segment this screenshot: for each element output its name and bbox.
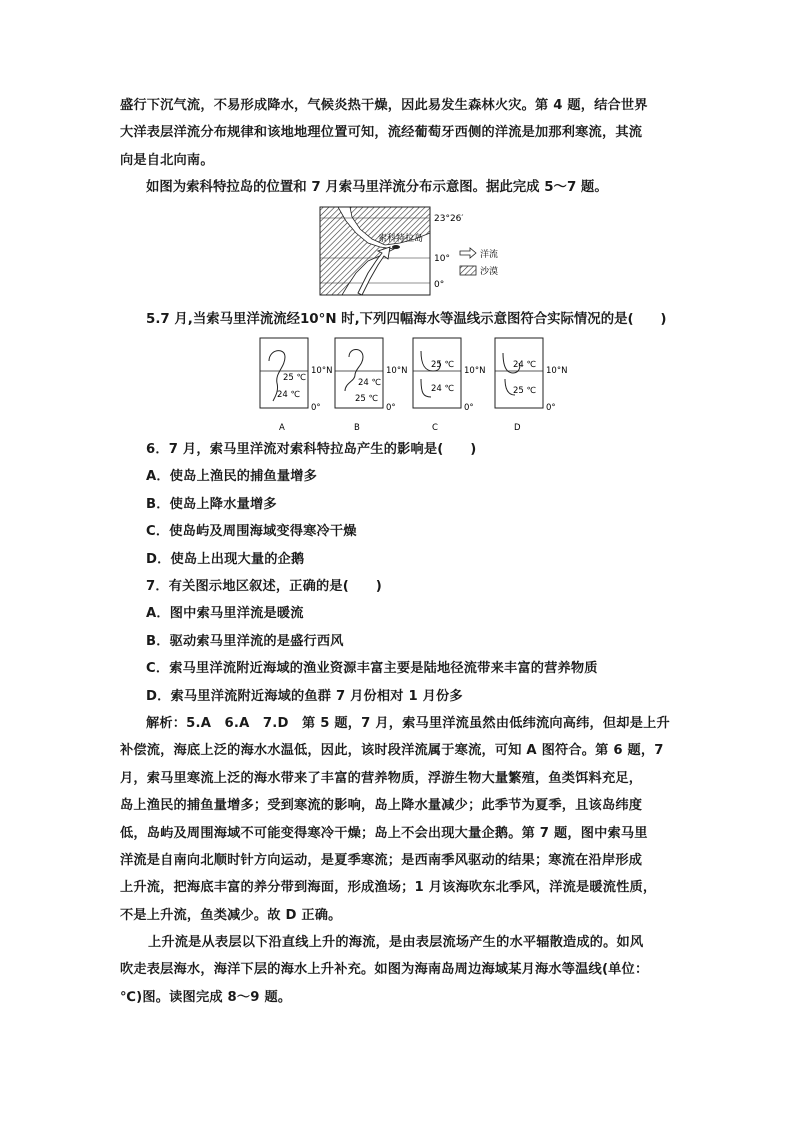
svg-text:A: A [279,423,285,433]
analysis-line: 补偿流，海底上泛的海水水温低，因此，该时段洋流属于寒流，可知 A 图符合。第 6 题，7 [120,743,664,759]
q6-option-a: A．使岛上渔民的捕鱼量增多 [146,469,318,485]
svg-text:24 ℃: 24 ℃ [431,384,455,394]
q7-stem: 7．有关图示地区叙述，正确的是( ) [146,579,383,594]
socotra-island [392,245,400,249]
option-b-diagram [335,338,407,433]
svg-text:10°N: 10°N [311,366,333,376]
svg-text:10°N: 10°N [386,366,408,376]
svg-text:25 ℃: 25 ℃ [355,394,379,404]
analysis-line: 低，岛屿及周围海域不可能变得寒冷干燥；岛上不会出现大量企鹅。第 7 题，图中索马里 [120,825,648,841]
svg-text:0°: 0° [464,403,474,413]
q5-stem: 5.7 月,当索马里洋流流经10°N 时,下列四幅海水等温线示意图符合实际情况的是( ) [146,312,667,327]
somali-current-map [310,203,520,298]
lat-10-label: 10° [434,254,450,264]
island-label: 索科特拉岛 [378,234,424,244]
q6-stem: 6．7 月，索马里洋流对索科特拉岛产生的影响是( ) [146,442,477,457]
analysis-paragraph [120,710,685,929]
q7-option-a: A．图中索马里洋流是暖流 [146,606,304,622]
q7-block [146,573,711,710]
current-legend-icon [460,248,476,258]
option-c-diagram [413,338,485,433]
next-line: ℃)图。读图完成 8～9 题。 [120,989,292,1005]
q6-option-d: D．使岛上出现大量的企鹅 [146,551,305,567]
svg-text:0°: 0° [546,403,556,413]
lat-tropic-label: 23°26′ [434,214,464,224]
next-line: 吹走表层海水，海洋下层的海水上升补充。如图为海南岛周边海域某月海水等温线(单位： [120,962,649,978]
q5-diagrams [255,335,575,435]
next-paragraph [120,929,685,1011]
next-line: 上升流是从表层以下沿直线上升的海流，是由表层流场产生的水平辐散造成的。如风 [148,935,644,950]
analysis-line: 月，索马里寒流上泛的海水带来了丰富的营养物质，浮游生物大量繁殖，鱼类饵料充足， [120,770,643,786]
svg-text:24 ℃: 24 ℃ [277,390,301,400]
q6-block [146,436,711,573]
current-legend-label: 洋流 [480,250,499,260]
svg-text:24 ℃: 24 ℃ [358,378,382,388]
svg-text:B: B [354,423,360,433]
svg-text:C: C [432,423,438,433]
q7-option-d: D．索马里洋流附近海域的鱼群 7 月份相对 1 月份多 [146,688,463,704]
option-d-diagram [495,338,567,433]
svg-text:D: D [514,423,521,433]
option-a-diagram [260,338,332,433]
q7-option-b: B．驱动索马里洋流的是盛行西风 [146,633,344,649]
svg-text:0°: 0° [386,403,396,413]
intro-line: 向是自北向南。 [120,152,214,168]
desert-legend-icon [460,266,476,275]
svg-text:25 ℃: 25 ℃ [431,360,455,370]
analysis-line: 洋流是自南向北顺时针方向运动，是夏季寒流；是西南季风驱动的结果；寒流在沿岸形成 [120,853,643,869]
svg-text:24 ℃: 24 ℃ [513,360,537,370]
q6-option-c: C．使岛屿及周围海域变得寒冷干燥 [146,524,357,540]
svg-text:10°N: 10°N [464,366,486,376]
q7-option-c: C．索马里洋流附近海域的渔业资源丰富主要是陆地径流带来丰富的营养物质 [146,661,598,677]
desert-legend-label: 沙漠 [480,267,499,277]
analysis-line: 解析：5.A 6.A 7.D 第 5 题，7 月，索马里洋流虽然由低纬流向高纬，但却是上升 [146,716,670,731]
intro-line: 大洋表层洋流分布规律和该地地理位置可知，流经葡萄牙西侧的洋流是加那利寒流，其流 [120,125,643,141]
analysis-line: 不是上升流，鱼类减少。故 D 正确。 [120,907,342,923]
intro-line: 盛行下沉气流，不易形成降水，气候炎热干燥，因此易发生森林火灾。第 4 题，结合世界 [120,98,648,113]
svg-text:25 ℃: 25 ℃ [513,386,537,396]
intro-paragraph [120,92,685,174]
q6-option-b: B．使岛上降水量增多 [146,496,277,512]
svg-text:10°N: 10°N [546,366,568,376]
svg-text:0°: 0° [311,403,321,413]
lat-0-label: 0° [434,280,445,290]
analysis-line: 上升流，把海底丰富的养分带到海面，形成渔场；1 月该海吹东北季风，洋流是暖流性质， [120,880,657,896]
figure-intro: 如图为索科特拉岛的位置和 7 月索马里洋流分布示意图。据此完成 5～7 题。 [146,180,608,195]
svg-text:25 ℃: 25 ℃ [283,373,307,383]
analysis-line: 岛上渔民的捕鱼量增多；受到寒流的影响，岛上降水量减少；此季节为夏季，且该岛纬度 [120,798,643,814]
